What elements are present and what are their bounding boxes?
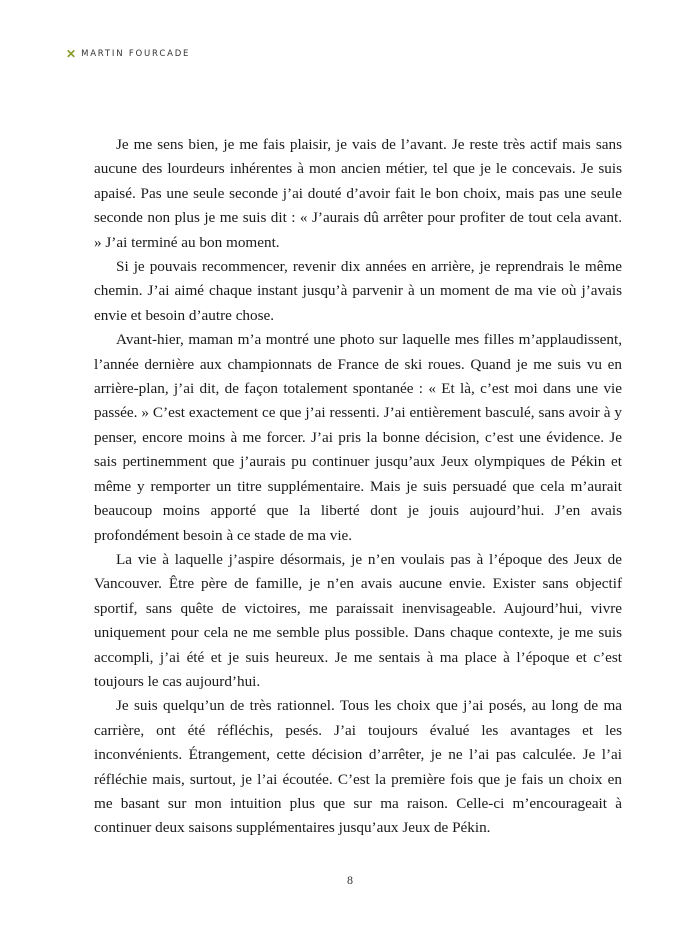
cross-icon: ✕: [66, 47, 77, 61]
paragraph: La vie à laquelle j’aspire désormais, je n’en voulais pas à l’époque des Jeux de Vancouver. Être père de famille, je n’en avais aucune envie. Exister sans objectif sportif, sans quête de victoires, me paraissait inenvisageable. Aujourd’hui, vivre uniquement pour cela ne me semble plus possible. Dans chaque contexte, je me suis accompli, j’ai été et je suis heureux. Je me sentais à ma place à l’époque et c’est toujours le cas aujourd’hui.: [94, 550, 622, 690]
paragraph: Je me sens bien, je me fais plaisir, je vais de l’avant. Je reste très actif mais sans aucune des lourdeurs inhérentes à mon ancien métier, tel que je le concevais. Je suis apaisé. Pas une seule seconde j’ai douté d’avoir fait le bon choix, mais pas une seule seconde non plus je me suis dit : « J’aurais dû arrêter pour profiter de tout cela avant. » J’ai terminé au bon moment.: [94, 136, 622, 251]
paragraph: Avant-hier, maman m’a montré une photo sur laquelle mes filles m’applaudissent, l’année dernière aux championnats de France de ski roues. Quand je me suis vu en arrière-plan, j’ai dit, de façon totalement spontanée : « Et là, c’est moi dans une vie passée. » C’est exactement ce que j’ai ressenti. J’ai entièrement basculé, sans avoir à y penser, encore moins à me forcer. J’ai pris la bonne décision, c’est une évidence. Je sais pertinemment que j’aurais pu continuer jusqu’aux Jeux olympiques de Pékin et même y remporter un titre supplémentaire. Mais je suis persuadé que cela m’aurait beaucoup moins apporté que la liberté dont je jouis aujourd’hui. J’en avais profondément besoin à ce stade de ma vie.: [94, 331, 622, 544]
paragraph: Je suis quelqu’un de très rationnel. Tous les choix que j’ai posés, au long de ma carrière, ont été réfléchis, pesés. J’ai toujours évalué les avantages et les inconvénients. Étrangement, cette décision d’arrêter, je ne l’ai pas calculée. Je l’ai réfléchie mais, surtout, je l’ai écoutée. C’est la première fois que je fais un choix en me basant sur mon intuition plus que sur ma raison. Celle-ci m’encourageait à continuer deux saisons supplémentaires jusqu’aux Jeux de Pékin.: [94, 697, 622, 837]
body-text: [94, 133, 622, 841]
page-number: 8: [347, 873, 353, 887]
header-author: MARTIN FOURCADE: [81, 49, 191, 59]
running-header: [66, 48, 190, 60]
paragraph: Si je pouvais recommencer, revenir dix années en arrière, je reprendrais le même chemin. J’ai aimé chaque instant jusqu’à parvenir à un moment de ma vie où j’avais envie et besoin d’autre chose.: [94, 258, 622, 324]
